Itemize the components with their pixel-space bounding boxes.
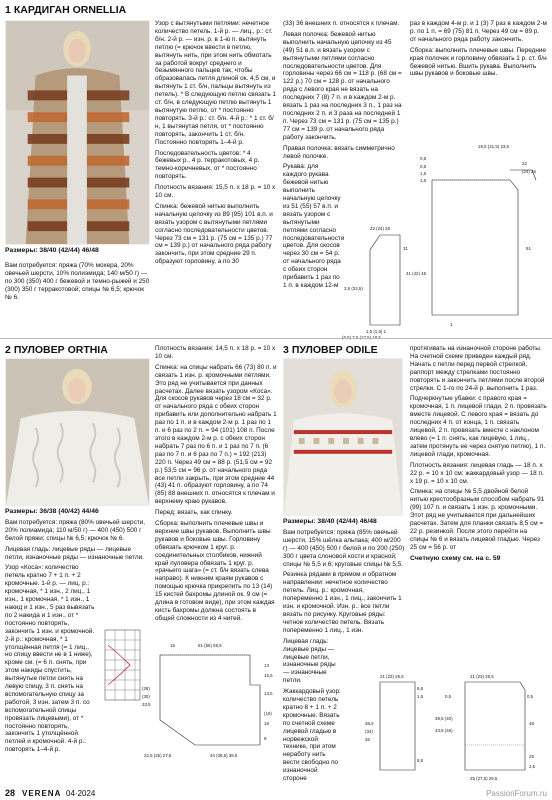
dim-label-0: 19,5 (21,5) 23,5 <box>478 144 510 149</box>
cable-chart-svg <box>100 625 145 705</box>
section-3-materials-text: Вам потребуется: пряжа (85% овечьей шерсти, 15% шёлка альпака; 400 м/200 г) — 400 (450) 500 г белой и по 200 (250) 300 г цвета слоновой кости и красной; спицы № 5,5 и 6; круговые спицы № 5,5. <box>283 528 405 568</box>
pullover-orthia-svg <box>140 635 280 765</box>
section-3-title <box>283 344 378 356</box>
back-text-1: Спинка: бежевой нитью выполнить начальную цепочку из 89 (95) 101 в.п. и вязать узором с вытянутыми петлями согласно последовательности цветов. Через 73 см = 131 р. (75 см = 135 р.) 77 см = 139 р.) от начального ряда работу закончить, при этом средние 29 п. образуют горловину, а по 30 <box>155 202 273 266</box>
dim2-label-4: 13,5 <box>264 691 273 696</box>
dim2-label-5: (28) <box>142 686 150 691</box>
cardigan-photo-image <box>6 21 149 244</box>
section-3-continue-text: протягивать на изнаночной стороне работы. На счетной схеме приведен каждый ряд. Начать с петли перед первой стрелкой, раппорт между стрелками постоянно повторять и закончить петлями после второй стрелки. С 1-го по 24-й р. выполнить 1 раз. <box>410 345 545 392</box>
sleeves-text: Рукава: для каждого рукава бежевой нитью выполнить начальную цепочку из 51 (55) 57 в.п. и вязать узором с вытянутыми петлями согласно последовательности цветов. Для скосов через 30 см = 54 р. от начального ряда с обеих сторон прибавить 1 раз по 1 п. в каждом 12-м <box>283 163 345 289</box>
section-1-column-2 <box>155 20 277 269</box>
sleeve-shape <box>370 235 400 325</box>
sleeve-shape-3 <box>380 682 415 770</box>
dim-label-13: 1,5 (1,5) 1 <box>366 329 387 334</box>
section-2-column-2 <box>155 345 277 626</box>
section-2-front-text: Перед: вязать, как спинку. <box>155 509 233 517</box>
section-1-title-text: КАРДИГАН ORNELLIA <box>13 4 127 16</box>
pullover-odile-diagram <box>345 670 548 785</box>
dim2-label-11: 22,5 (25) 27,5 <box>144 753 172 758</box>
dim-label-11: 41 (42) 45 <box>406 271 427 276</box>
section-3-back-text: Спинка: на спицы № 5,5 двойной белой нитью крестообразным способом набрать 91 (99) 107 п. и связать 1 изн. р. кромочными. Этот ряд не учитывается при дальнейших расчетах. Затем для планки связать 8,5 см = 22 р. резинкой. После этого перейти на спицы № 6 и вязать лицевой гладью. Через 25 см = 56 р. от <box>410 488 545 551</box>
pullover-odile-image <box>284 359 402 515</box>
section-1-sizes <box>5 247 150 258</box>
dim-label-5: 0,5 <box>420 164 427 169</box>
section-1-number: 1 <box>5 4 11 16</box>
section-1-materials <box>5 262 150 305</box>
gauge-text-1: Плотность вязания: 15,5 п. х 18 р. = 10 х 10 см. <box>155 184 276 200</box>
dim2-label-2: 13 <box>264 663 269 668</box>
dim3-label-14: 21 (23) 25,5 <box>470 674 494 679</box>
dim2-label-7: 33,5 <box>142 702 151 707</box>
left-front-text: Левая полочка: бежевой нитью выполнить начальную цепочку из 45 (49) 51 в.п. и вязать узором с вытянутыми петлями согласно последовательности цветов. Для горловины через 66 см = 118 р. (68 см = 122 р.) 70 см = 128 р. от начального ряда с левого края не вязать на последних 7 (8) 7 п. и в каждом 2-м р. вязать 1 раз на последних 3 п., 1 раз на последних 2 п. и 3 раза на последней 1 п. Через 73 см = 131 р. (75 см = 135 р.) 77 см = 139 р. от начального ряда работу закончить. <box>283 30 402 141</box>
dim-label-12: 1 <box>450 322 453 327</box>
section-2-assembly-text: Сборка: выполнить плечевые швы и верхние швы рукавов. Выполнить швы рукавов и боковые швы. Горловину обвязать крючком 1 круг. р. соединительных столбиков, нижний край пуловера обвязать 1 круг. р. «рачьего шага» (= ст. б/н вязать слева направо). К нижним краям рукавов с помощью крючка прикрепить по 13 (14) 15 кистей бахромы длиной ок. 9 см (= длина в готовом виде), при этом каждая кисть бахромы должна состоять в общей сложности из 4 нитей. <box>155 520 275 622</box>
section-3-gauge-text: Плотность вязания: лицевая гладь — 18 п. х 22 р. = 10 х 10 см; жаккардовый узор — 18 п. х 19 р. = 10 х 10 см. <box>410 461 544 485</box>
section-3-title-text: ПУЛОВЕР ODILE <box>291 344 378 356</box>
section-1-sizes-text: Размеры: 38/40 (42/44) 46/48 <box>5 247 99 254</box>
dim3-label-4: (34) <box>365 729 373 734</box>
dim3-label-10: 48 <box>529 721 534 726</box>
pullover-orthia-photo <box>5 358 150 506</box>
dim-label-3: 51 <box>526 246 531 251</box>
dim2-label-3: 15,5 <box>264 673 273 678</box>
section-2-sizes-text: Размеры: 36/38 (40/42) 44/46 <box>5 508 99 515</box>
pullover-odile-photo <box>283 358 403 516</box>
dim2-label-8: (19) <box>264 711 272 716</box>
dim-label-2: (24) 26 <box>522 169 536 174</box>
dim3-label-9: 43,5 (45) <box>435 728 453 733</box>
section-2-knit-face-text: Лицевая гладь: лицевые ряды — лицевые петли, изнаночные ряды — изнаночные петли. <box>5 545 144 561</box>
dim-label-10: 3,5 (32,5) <box>344 286 363 291</box>
dim-label-6: 1,5 <box>420 171 427 176</box>
dim2-label-0: 15 <box>170 643 175 648</box>
section-3-decreases-text: Подчеркнутые убавки: с правого края = кромочная, 1 п. лицевой глади, 2 п. провязать вместе лицевой. С левого края = вязать до последних 4 п. от конца, 1 п. связать лицевой, 2 п. провязать вместе с наклоном влево (= 1 п. снять, как лицевую, 1 лиц., затем протянуть ее через снятую петлю), 1 п. лицевой глади, кромочная. <box>410 395 547 458</box>
cardigan-pattern-diagram <box>340 140 548 340</box>
assembly-text-1: Сборка: выполнить плечевые швы. Передние края полочек и горловину обвязать 1 р. ст. б/н бежевой нитью. Вшить рукава. Выполнить швы рукавов и боковые швы. <box>410 46 547 78</box>
dim3-label-7: 38,5 (40) <box>435 716 453 721</box>
dim3-label-11: 25 <box>529 754 534 759</box>
section-2-materials-text: Вам потребуется: пряжа (80% овечьей шерсти, 20% полиамида; 110 м/50 г) — 400 (450) 500 г белой пряжи; спицы № 6,5; крючок № 6. <box>5 518 146 542</box>
section-2-title <box>5 344 108 356</box>
page-footer <box>0 786 552 800</box>
dim3-label-2: 1,5 <box>417 694 424 699</box>
dim3-label-6: 0,5 <box>445 694 452 699</box>
dim-label-7: 1,5 <box>420 178 427 183</box>
page-number: 28 <box>5 788 16 798</box>
section-2-gauge-text: Плотность вязания: 14,5 п. х 18 р. = 10 х 10 см. <box>155 345 276 360</box>
section-divider-1 <box>0 338 552 339</box>
dim3-label-13: 25 (27,5) 29,5 <box>470 776 498 781</box>
section-1-title <box>5 4 126 16</box>
color-sequence-text: Последовательность цветов: * 4 бежевых р., 4 р. терракотовых, 4 р. темно-коричневых, от * постоянно повторять. <box>155 149 260 181</box>
right-front-text: Правая полочка: вязать симметрично левой полочке. <box>283 144 395 160</box>
section-3-knit-face-text: Лицевая гладь: лицевые ряды — лицевые петли, изнаночные ряды — изнаночные петли. <box>283 637 336 685</box>
section-3-sizes-text: Размеры: 38/40 (42/44) 46/48 <box>283 518 377 525</box>
chart-reference: Счетную схему см. на с. 59 <box>410 554 501 562</box>
dim3-label-8: 0,5 <box>527 694 534 699</box>
dim3-label-0: 21 (23) 25,5 <box>380 674 404 679</box>
dim2-label-9: 18 <box>264 721 269 726</box>
dim3-label-3: 38,5 <box>365 721 374 726</box>
section-3-column-4 <box>410 345 547 566</box>
section-2-cable-text: Узор «Коса»: количество петель кратно 7 + 1 п. + 2 кромочные. 1-й р. — лиц. р.: кромочная, * 1 изн., 2 лиц., 1 изн., 1 кромочная. * 1 изн., 1 накид и 1 изн., 5 раз вывязать по 2 накида и 1 изн., от * постоянно повторять, закончить 1 изн. и кромочной. 2-й р.: кромочная, * 1 утолщённая петля (= 1 лиц., но спицу ввести не в 1 ниже), кроме см. (= 6 п. снять, при этом накиды спустить, вытянутые петли снять на левую спицу, 3 п. снять на вспомогательную спицу за работой, 3 изн. затем 3 п. со вспомогательной спицы провязать лицевыми), от * постоянно повторять, закончить 1 утолщённой петлей и кромочной. 4-й р.: повторять 1–4-й р. <box>5 564 95 754</box>
watermark: PassionForum.ru <box>486 789 547 798</box>
section-3-jacquard-text: Жаккардовый узор: количество петель кратно 8 + 1 п. + 2 кромочные. Вязать по счетной схеме лицевой гладью в норвежской технике, при этом неработу нить вести свободно по изнаночной стороне <box>283 688 341 783</box>
section-2-title-text: ПУЛОВЕР ORTHIA <box>13 344 108 356</box>
pullover-odile-svg <box>345 670 548 785</box>
dim2-label-1: 51 (56) 56,5 <box>198 643 222 648</box>
dim-label-8: 22 (24) 26 <box>370 226 391 231</box>
pattern-loops-text: Узор с вытянутыми петлями: нечетное количество петель. 1-й р. — лиц., р.: ст. б/н. 2-й р. — изн. р. в 1-ю п. вытянуть петлю (= крючок ввести в петлю, вытянуть нить, при этом нить обмотать за работой вокруг среднего и безымянного пальцев так, чтобы образовалась петля длиной ок. 4,5 см, и вытянуть 1 ст. б/н, пальцы вытянуть из петель). * В следующую петлю связать 1 ст. б/н, в следующую петлю вытянуть 1 вытянутую петлю, от * постоянно повторять. 3-й р.: ст. б/н. 4-й р.: * 1 ст. б/н, 1 вытянутая петля, от * постоянно повторять, закончить 1 ст. б/н. Постоянно повторять 1–4-й р. <box>155 20 276 146</box>
pullover-body-shape <box>160 655 260 745</box>
dim-label-4: 0,5 <box>420 156 427 161</box>
dim3-label-1: 6,5 <box>417 686 424 691</box>
section-1-materials-text: Вам потребуется: пряжа (70% мохера, 20% овечьей шерсти, 10% полиэмида; 140 м/50 г) — по 300 (350) 400 г бежевой и темно-рыжей и 250 (300) 350 г терракотовой; спицы № 6,5; крючок № 6. <box>5 262 150 301</box>
sleeve-continue-text: раз в каждом 4-м р. и 1 (3) 7 раз в каждом 2-м р. по 1 п. = 69 (75) 81 п. Через 49 см = 89 р. от начального ряда работу закончить. <box>410 20 547 43</box>
dim3-label-5: 36 <box>365 737 370 742</box>
dim2-label-12: 34 (38,5) 38,5 <box>210 753 238 758</box>
magazine-name: VERENA <box>22 789 62 798</box>
section-3-number: 3 <box>283 344 289 356</box>
shoulder-text: (33) 36 внешних п. относятся к плечам. <box>283 20 400 27</box>
dim2-label-10: 9 <box>264 736 267 741</box>
dim-label-9: 31 <box>403 246 408 251</box>
cable-chart <box>100 625 145 705</box>
section-2-number: 2 <box>5 344 11 356</box>
dim-label-1: 22 <box>522 161 527 166</box>
pullover-orthia-image <box>6 359 149 505</box>
section-1-column-4 <box>410 20 547 81</box>
issue-label: 04·2024 <box>66 789 96 798</box>
front-shape <box>432 180 518 315</box>
dim3-label-12: 8,5 <box>417 758 424 763</box>
pullover-orthia-diagram <box>140 635 280 765</box>
section-2-back-text: Спинка: на спицы набрать 66 (73) 80 п. и связать 1 изн. р. кромочными петлями. Это ряд не учитывается при данных расчетах. Далее вязать узором «Коса». Для скосов рукавов через 18 см = 32 р. от начального ряда с обеих сторон прибавить или дополнительно набрать 1 раз по 1 п. и в каждом 2-м р. 1 раз по 1 п. и 6 раз по 2 п. = 94 (101) 108 п. После этого в каждом 2-м р. с обеих сторон набрать 7 раз по 6 п. и 1 раз по 7 п. (6 раз по 7 п. и 6 раз по 7 п.) = 192 (213) 220 п. Через 49 см = 88 р. (51,5 см = 92 р.) 53,5 см = 96 р. от начального ряда все петли закрыть, при этом средние 44 (43) 41 п. образуют горловину, а по 74 (85) 88 внешних п. относятся к плечам и верхнему краю рукавов. <box>155 363 277 506</box>
cardigan-photo <box>5 20 150 245</box>
body-shape-3 <box>465 682 525 770</box>
dim2-label-6: (30) <box>142 694 150 699</box>
cardigan-pattern-svg <box>340 140 548 340</box>
dim3-label-15: 2,5 <box>529 764 536 769</box>
section-3-rib-text: Резинка рядами в прямом и обратном направлении: нечетное количество петель. Лиц. р.: кромочная, попеременно 1 изн., 1 лиц., закончить 1 изн. и кромочной. Изн. р.: все петли вязать по рисунку. Круговые ряды: четное количество петель. Вязать попеременно 1 лиц., 1 изн. <box>283 571 402 634</box>
